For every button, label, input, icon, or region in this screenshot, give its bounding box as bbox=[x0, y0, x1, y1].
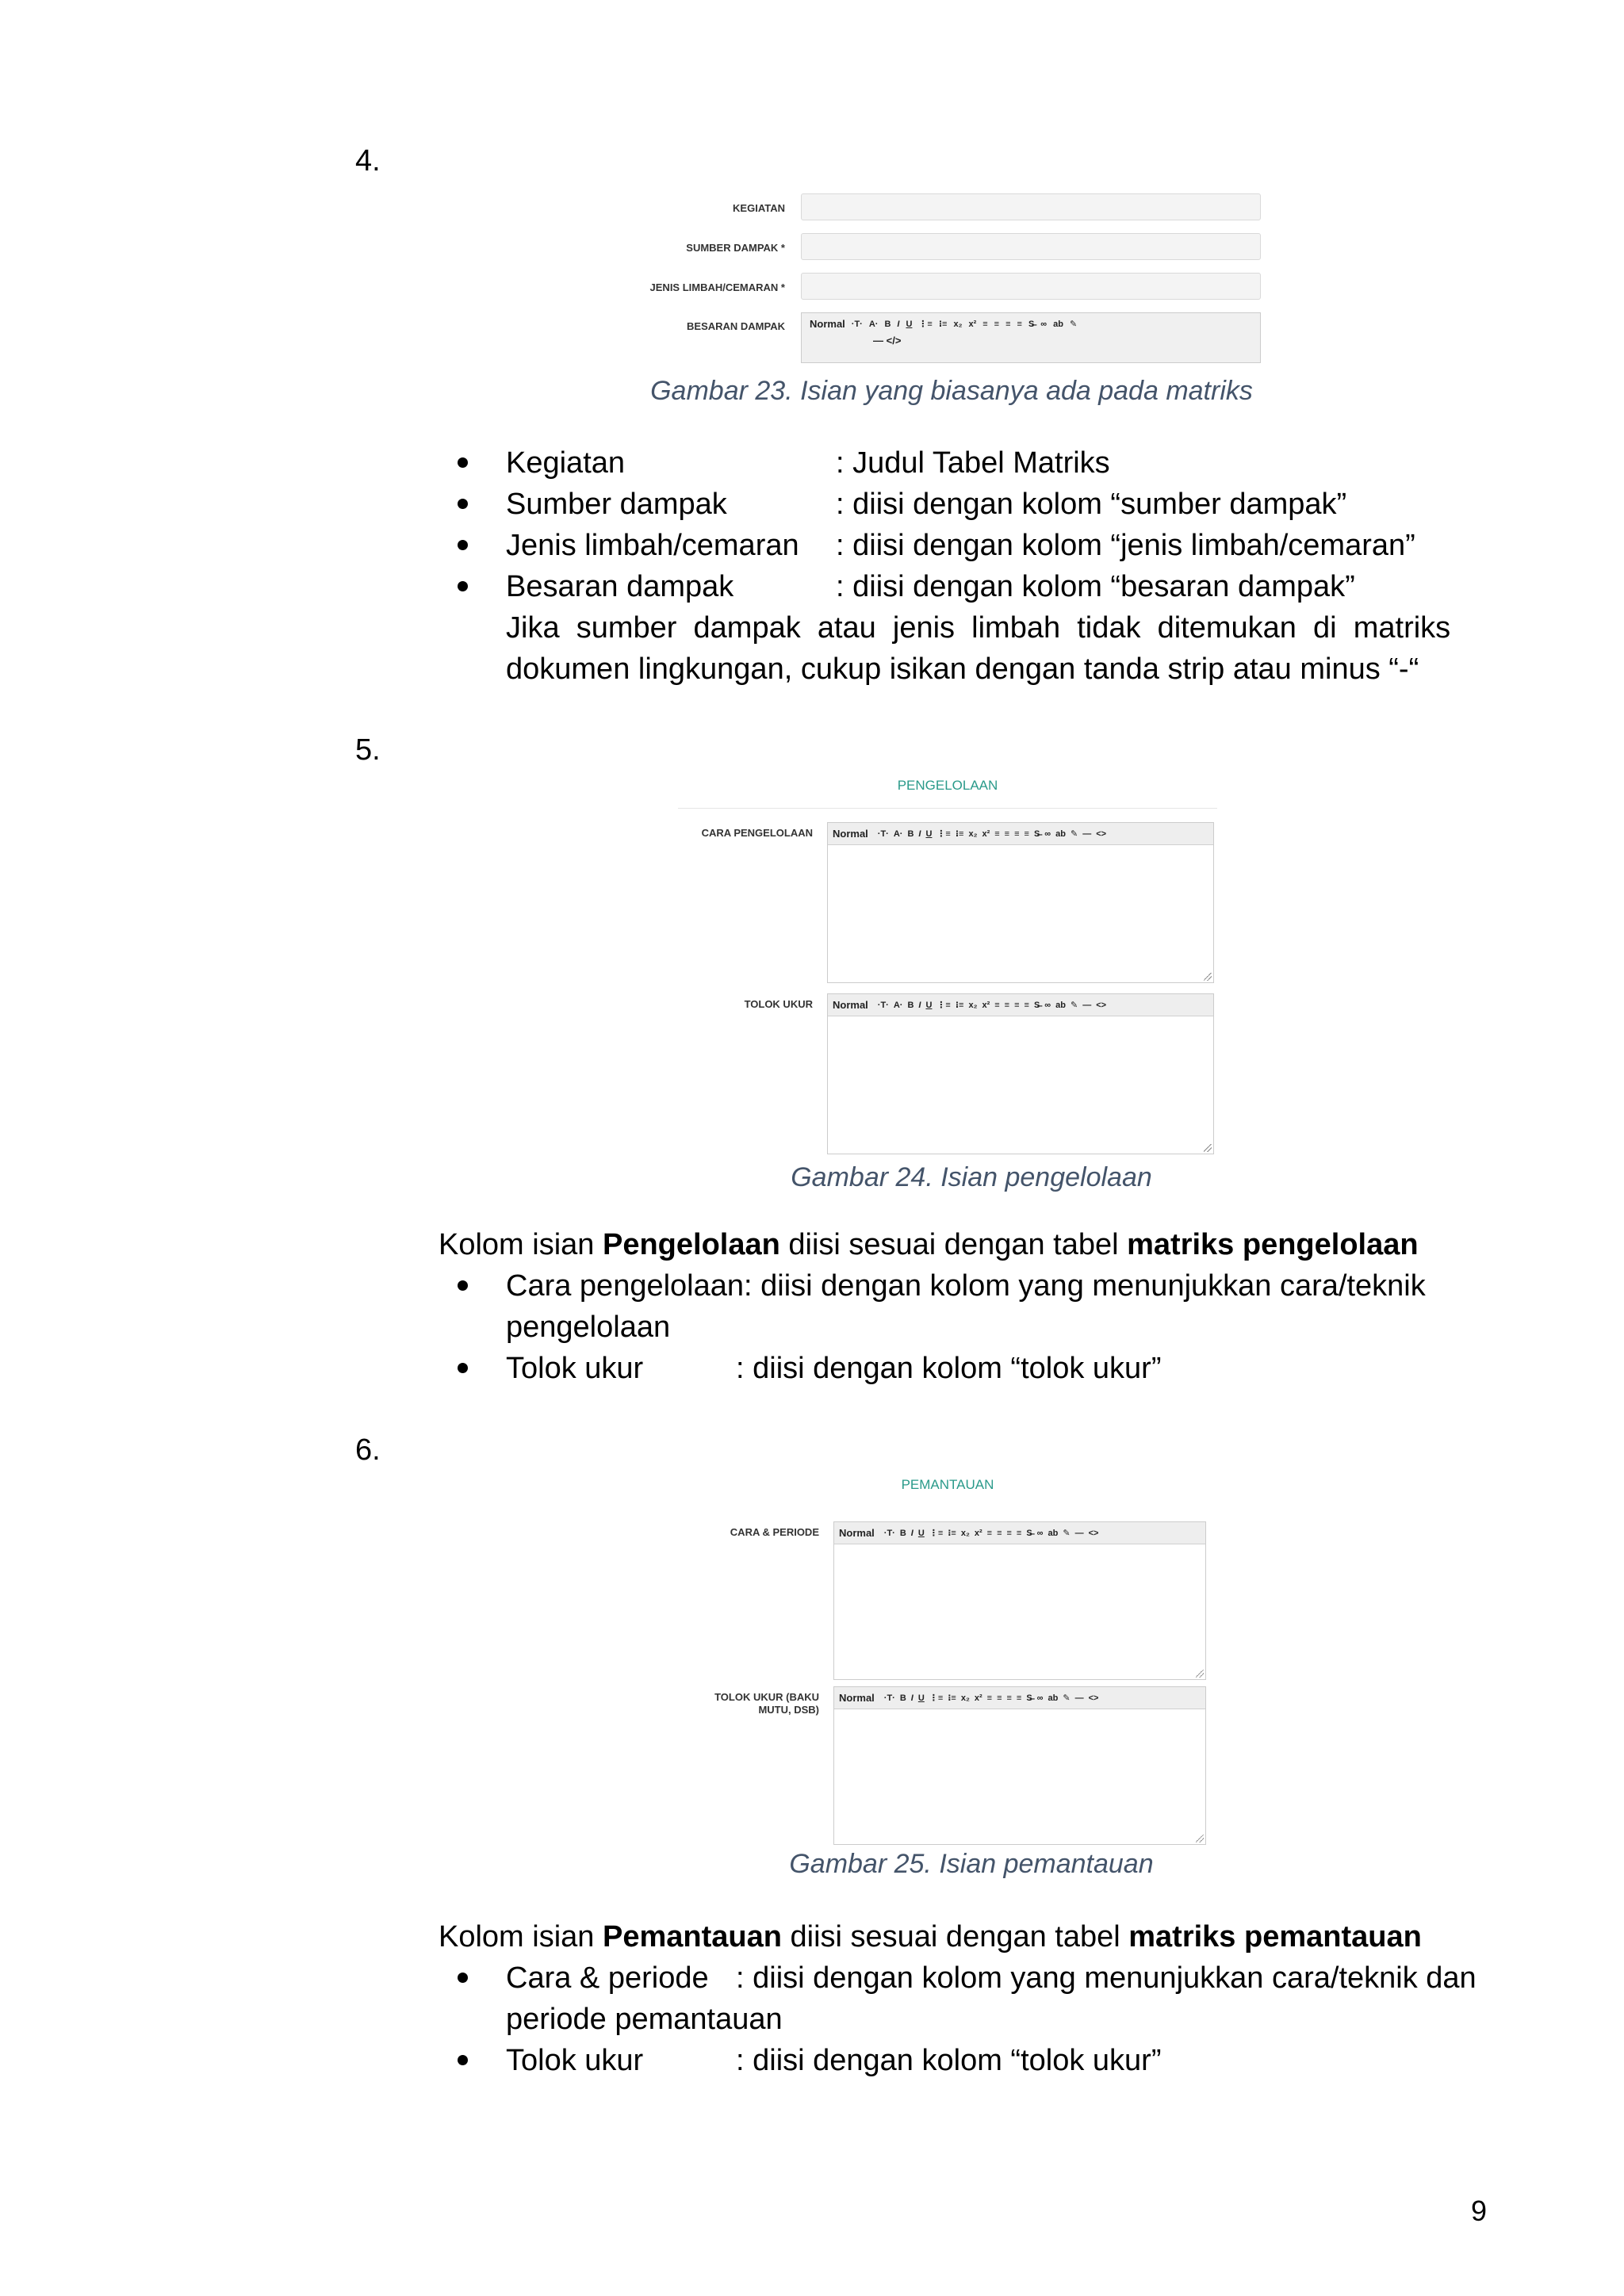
italic-icon[interactable]: I bbox=[897, 319, 900, 329]
bullet-dot bbox=[458, 499, 468, 509]
intro-pengelolaan: Kolom isian Pengelolaan diisi sesuai dengan tabel matriks pengelolaan bbox=[439, 1228, 1419, 1261]
tolok-ukur-baku-mutu-editor[interactable] bbox=[833, 1686, 1206, 1845]
field-label-kegiatan: KEGIATAN bbox=[733, 202, 785, 214]
cara-periode-editor[interactable] bbox=[833, 1521, 1206, 1680]
bullet-list-icon[interactable]: ⁝≡ bbox=[955, 1001, 964, 1010]
clear-format-icon[interactable]: ✎ bbox=[1070, 1001, 1078, 1010]
clear-format-icon[interactable]: ✎ bbox=[1063, 1693, 1071, 1703]
bullet-term-tolok-ukur: Tolok ukur bbox=[506, 1352, 644, 1385]
bullet-cara-pengelolaan-line-2: pengelolaan bbox=[506, 1311, 671, 1344]
bullet-desc-sumber-dampak: : diisi dengan kolom “sumber dampak” bbox=[836, 488, 1347, 521]
superscript-icon[interactable]: x² bbox=[982, 828, 990, 839]
align-right-icon[interactable]: ≡ bbox=[1005, 319, 1011, 329]
bold-icon[interactable]: B bbox=[907, 1000, 914, 1010]
kegiatan-input[interactable] bbox=[801, 193, 1261, 220]
underline-icon[interactable]: U bbox=[906, 319, 913, 329]
bullet-dot bbox=[458, 1973, 468, 1983]
code-icon[interactable]: <> bbox=[1096, 828, 1107, 839]
code-icon[interactable]: <> bbox=[1096, 1000, 1107, 1010]
bullet-cara-periode-line-2: periode pemantauan bbox=[506, 2003, 783, 2036]
strikethrough-icon[interactable]: S̶ bbox=[1026, 1528, 1032, 1538]
justify-icon[interactable]: ≡ bbox=[1024, 828, 1029, 839]
bold-icon[interactable]: B bbox=[899, 1693, 906, 1703]
editor-label-cara-pengelolaan: CARA PENGELOLAAN bbox=[701, 827, 813, 839]
superscript-icon[interactable]: x² bbox=[974, 1528, 982, 1538]
jenis-limbah-input[interactable] bbox=[801, 273, 1261, 300]
bullet-term-besaran-dampak: Besaran dampak bbox=[506, 570, 734, 603]
italic-icon[interactable]: I bbox=[910, 1528, 914, 1538]
subscript-icon[interactable]: x₂ bbox=[953, 319, 963, 329]
bullet-dot bbox=[458, 457, 468, 468]
intro-pemantauan: Kolom isian Pemantauan diisi sesuai dengan tabel matriks pemantauan bbox=[439, 1920, 1422, 1954]
bullet-desc-tolok-ukur: : diisi dengan kolom “tolok ukur” bbox=[736, 1352, 1162, 1385]
sumber-dampak-input[interactable] bbox=[801, 233, 1261, 260]
bullet-desc-tolok-ukur-2: : diisi dengan kolom “tolok ukur” bbox=[736, 2044, 1162, 2077]
align-left-icon[interactable]: ≡ bbox=[994, 828, 1000, 839]
field-label-jenis-limbah: JENIS LIMBAH/CEMARAN * bbox=[649, 281, 785, 293]
tolok-ukur-editor[interactable] bbox=[827, 993, 1214, 1154]
field-label-sumber-dampak: SUMBER DAMPAK * bbox=[686, 242, 785, 254]
format-select[interactable]: Normal bbox=[833, 828, 868, 840]
editor-toolbar bbox=[802, 313, 1260, 335]
align-right-icon[interactable]: ≡ bbox=[1014, 1000, 1020, 1010]
bullet-list-icon[interactable]: ⁝≡ bbox=[948, 1529, 956, 1538]
align-center-icon[interactable]: ≡ bbox=[1004, 828, 1010, 839]
resize-handle[interactable] bbox=[1204, 973, 1212, 981]
bullet-term-jenis-limbah: Jenis limbah/cemaran bbox=[506, 529, 799, 562]
form-screenshot-matriks bbox=[634, 189, 1269, 367]
unlink-icon[interactable]: ab bbox=[1048, 1693, 1059, 1703]
bold-icon[interactable]: B bbox=[899, 1528, 906, 1538]
strikethrough-icon[interactable]: S̶ bbox=[1026, 1693, 1032, 1703]
align-right-icon[interactable]: ≡ bbox=[1006, 1528, 1012, 1538]
underline-icon[interactable]: U bbox=[925, 828, 933, 839]
bold-icon[interactable]: B bbox=[884, 319, 891, 329]
bullet-term-sumber-dampak: Sumber dampak bbox=[506, 488, 727, 521]
ordered-list-icon[interactable]: ⋮≡ bbox=[936, 829, 951, 839]
bullet-dot bbox=[458, 2055, 468, 2065]
section-title-pemantauan: PEMANTAUAN bbox=[901, 1477, 994, 1492]
underline-icon[interactable]: U bbox=[925, 1000, 933, 1010]
bullet-term-kegiatan: Kegiatan bbox=[506, 446, 626, 480]
justify-icon[interactable]: ≡ bbox=[1017, 319, 1022, 329]
form-screenshot-pemantauan bbox=[678, 1471, 1217, 1851]
link-icon[interactable]: ∞ bbox=[1036, 1528, 1044, 1538]
format-select[interactable]: Normal bbox=[810, 318, 845, 330]
ordered-list-icon[interactable]: ⋮≡ bbox=[929, 1693, 944, 1703]
ordered-list-icon[interactable]: ⋮≡ bbox=[936, 1001, 951, 1010]
format-select[interactable]: Normal bbox=[839, 1527, 875, 1539]
underline-icon[interactable]: U bbox=[917, 1528, 925, 1538]
code-icon[interactable]: <> bbox=[1088, 1528, 1099, 1538]
divider bbox=[678, 808, 1217, 809]
link-icon[interactable]: ∞ bbox=[1036, 1693, 1044, 1703]
caption-gambar-25: Gambar 25. Isian pemantauan bbox=[789, 1849, 1154, 1879]
bullet-dot bbox=[458, 1280, 468, 1291]
resize-handle[interactable] bbox=[1204, 1144, 1212, 1152]
underline-icon[interactable]: U bbox=[917, 1693, 925, 1703]
italic-icon[interactable]: I bbox=[910, 1693, 914, 1703]
code-icon[interactable]: <> bbox=[1088, 1693, 1099, 1703]
clear-format-icon[interactable]: ✎ bbox=[1070, 829, 1078, 839]
page-number: 9 bbox=[1471, 2195, 1488, 2227]
subscript-icon[interactable]: x₂ bbox=[960, 1528, 970, 1538]
ordered-list-icon[interactable]: ⋮≡ bbox=[918, 320, 933, 329]
form-screenshot-pengelolaan bbox=[678, 773, 1217, 1161]
text-color-icon[interactable]: A· bbox=[893, 828, 903, 839]
align-right-icon[interactable]: ≡ bbox=[1014, 828, 1020, 839]
unlink-icon[interactable]: ab bbox=[1055, 1000, 1066, 1010]
unlink-icon[interactable]: ab bbox=[1055, 828, 1066, 839]
caption-gambar-23: Gambar 23. Isian yang biasanya ada pada matriks bbox=[650, 376, 1253, 406]
justify-icon[interactable]: ≡ bbox=[1016, 1693, 1022, 1703]
horizontal-rule-icon[interactable]: — bbox=[1082, 828, 1092, 839]
section-title-pengelolaan: PENGELOLAAN bbox=[897, 778, 998, 793]
link-icon[interactable]: ∞ bbox=[1044, 828, 1051, 839]
item-number-4: 4. bbox=[355, 144, 381, 178]
font-size-icon[interactable]: ·T· bbox=[877, 1000, 889, 1010]
superscript-icon[interactable]: x² bbox=[974, 1693, 982, 1703]
text-color-icon[interactable]: A· bbox=[868, 319, 879, 329]
subscript-icon[interactable]: x₂ bbox=[968, 828, 978, 839]
align-center-icon[interactable]: ≡ bbox=[997, 1528, 1002, 1538]
bullet-desc-besaran-dampak: : diisi dengan kolom “besaran dampak” bbox=[836, 570, 1355, 603]
align-center-icon[interactable]: ≡ bbox=[997, 1693, 1002, 1703]
font-size-icon[interactable]: ·T· bbox=[883, 1693, 895, 1703]
editor-label-cara-periode: CARA & PERIODE bbox=[730, 1526, 819, 1538]
subscript-icon[interactable]: x₂ bbox=[968, 1000, 978, 1010]
format-select[interactable]: Normal bbox=[839, 1692, 875, 1704]
bullet-desc-cara-periode: : diisi dengan kolom yang menunjukkan cara/teknik dan bbox=[736, 1961, 1477, 1995]
horizontal-rule-icon[interactable]: — bbox=[1074, 1693, 1084, 1703]
bold-icon[interactable]: B bbox=[907, 828, 914, 839]
editor-toolbar bbox=[834, 1687, 1205, 1709]
link-icon[interactable]: ∞ bbox=[1044, 1000, 1051, 1010]
resize-handle[interactable] bbox=[1196, 1835, 1204, 1843]
bullet-list-icon[interactable]: ⁝≡ bbox=[948, 1693, 956, 1703]
font-size-icon[interactable]: ·T· bbox=[877, 828, 889, 839]
subscript-icon[interactable]: x₂ bbox=[960, 1693, 970, 1703]
bullet-term-cara-periode: Cara & periode bbox=[506, 1961, 709, 1995]
horizontal-rule-icon[interactable]: — bbox=[1082, 1000, 1092, 1010]
align-center-icon[interactable]: ≡ bbox=[994, 319, 1000, 329]
italic-icon[interactable]: I bbox=[918, 828, 921, 839]
horizontal-rule-icon[interactable]: — bbox=[1074, 1528, 1084, 1538]
format-select[interactable]: Normal bbox=[833, 999, 868, 1011]
editor-toolbar bbox=[828, 994, 1213, 1016]
besaran-dampak-editor[interactable] bbox=[801, 312, 1261, 363]
bullet-list-icon[interactable]: ⁝≡ bbox=[938, 320, 948, 329]
clear-format-icon[interactable]: ✎ bbox=[1069, 320, 1078, 329]
bullet-desc-kegiatan: : Judul Tabel Matriks bbox=[836, 446, 1110, 480]
note-line-2: dokumen lingkungan, cukup isikan dengan tanda strip atau minus “-“ bbox=[506, 652, 1419, 686]
cara-pengelolaan-editor[interactable] bbox=[827, 822, 1214, 983]
unlink-icon[interactable]: ab bbox=[1048, 1528, 1059, 1538]
align-left-icon[interactable]: ≡ bbox=[986, 1693, 993, 1703]
editor-label-tolok-ukur-baku-mutu: TOLOK UKUR (BAKU MUTU, DSB) bbox=[714, 1691, 819, 1716]
superscript-icon[interactable]: x² bbox=[968, 319, 977, 329]
editor-toolbar bbox=[828, 823, 1213, 845]
bullet-desc-jenis-limbah: : diisi dengan kolom “jenis limbah/cemaran” bbox=[836, 529, 1415, 562]
item-number-5: 5. bbox=[355, 733, 381, 767]
caption-gambar-24: Gambar 24. Isian pengelolaan bbox=[791, 1162, 1152, 1192]
unlink-icon[interactable]: ab bbox=[1053, 319, 1063, 329]
horizontal-rule-icon[interactable]: — bbox=[873, 335, 883, 346]
text-color-icon[interactable]: A· bbox=[893, 1000, 903, 1010]
strikethrough-icon[interactable]: S̶ bbox=[1033, 1000, 1040, 1010]
resize-handle[interactable] bbox=[1196, 1670, 1204, 1678]
align-center-icon[interactable]: ≡ bbox=[1004, 1000, 1010, 1010]
align-left-icon[interactable]: ≡ bbox=[982, 319, 988, 329]
editor-label-tolok-ukur: TOLOK UKUR bbox=[744, 998, 813, 1010]
bullet-term-tolok-ukur-2: Tolok ukur bbox=[506, 2044, 644, 2077]
editor-toolbar bbox=[834, 1522, 1205, 1544]
bullet-cara-pengelolaan-line-1: Cara pengelolaan: diisi dengan kolom yang menunjukkan cara/teknik bbox=[506, 1269, 1426, 1303]
strikethrough-icon[interactable]: S̶ bbox=[1033, 828, 1040, 839]
bullet-dot bbox=[458, 581, 468, 591]
align-right-icon[interactable]: ≡ bbox=[1006, 1693, 1012, 1703]
superscript-icon[interactable]: x² bbox=[982, 1000, 990, 1010]
align-left-icon[interactable]: ≡ bbox=[994, 1000, 1000, 1010]
italic-icon[interactable]: I bbox=[918, 1000, 921, 1010]
strikethrough-icon[interactable]: S̶ bbox=[1028, 319, 1035, 329]
note-line-1: Jika sumber dampak atau jenis limbah tidak ditemukan di matriks bbox=[506, 611, 1451, 645]
font-size-icon[interactable]: ·T· bbox=[883, 1528, 895, 1538]
justify-icon[interactable]: ≡ bbox=[1016, 1528, 1022, 1538]
bullet-list-icon[interactable]: ⁝≡ bbox=[955, 829, 964, 839]
ordered-list-icon[interactable]: ⋮≡ bbox=[929, 1529, 944, 1538]
code-icon[interactable]: </> bbox=[886, 335, 902, 346]
link-icon[interactable]: ∞ bbox=[1040, 319, 1048, 329]
bullet-dot bbox=[458, 540, 468, 550]
bullet-dot bbox=[458, 1363, 468, 1373]
align-left-icon[interactable]: ≡ bbox=[986, 1528, 993, 1538]
justify-icon[interactable]: ≡ bbox=[1024, 1000, 1029, 1010]
field-label-besaran-dampak: BESARAN DAMPAK bbox=[687, 320, 785, 332]
clear-format-icon[interactable]: ✎ bbox=[1063, 1529, 1071, 1538]
font-size-icon[interactable]: ·T· bbox=[851, 319, 863, 329]
item-number-6: 6. bbox=[355, 1433, 381, 1467]
